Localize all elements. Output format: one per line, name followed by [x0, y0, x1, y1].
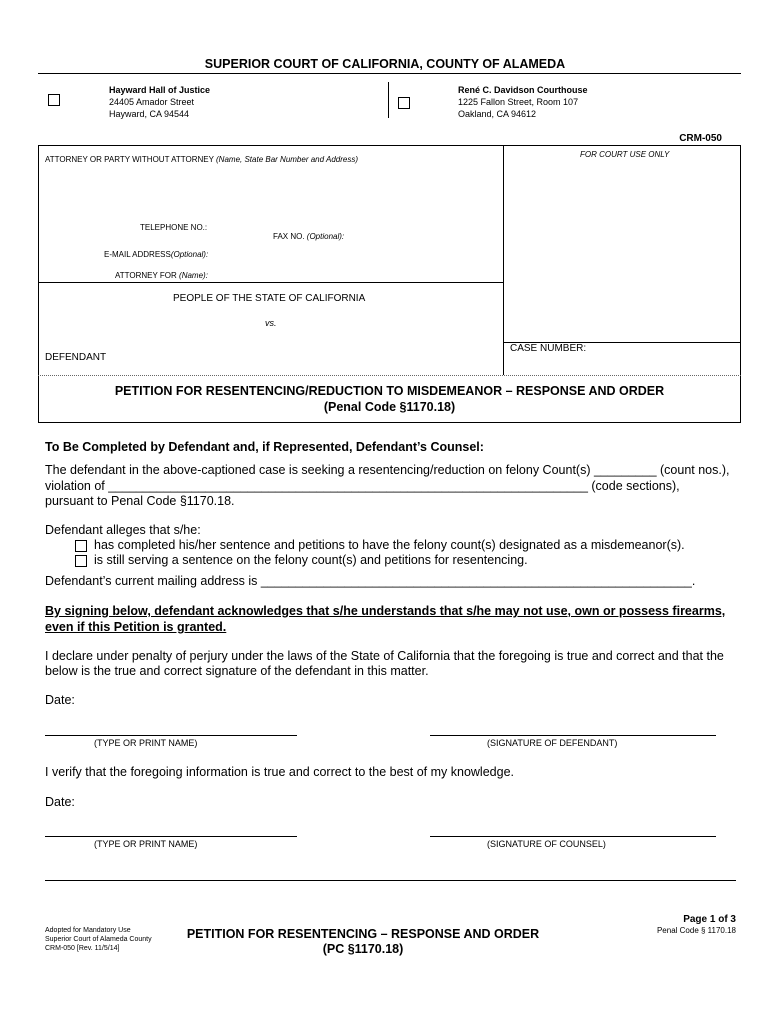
perjury-line2: below is the true and correct signature of the defendant in this matter.: [45, 664, 429, 678]
counsel-signature-line[interactable]: [430, 836, 716, 837]
attorney-hint: (Name, State Bar Number and Address): [216, 155, 358, 164]
court-title: SUPERIOR COURT OF CALIFORNIA, COUNTY OF ALAMEDA: [204, 57, 566, 71]
location2-address1: 1225 Fallon Street, Room 107: [458, 97, 579, 107]
fax-label: [273, 232, 344, 241]
footer-title-line2: (PC §1170.18): [322, 942, 404, 956]
footer-divider: [45, 880, 736, 881]
name-line-1[interactable]: [45, 735, 297, 736]
defendant-label: DEFENDANT: [45, 352, 107, 363]
para1-line2: violation of _____________________________________________________________________ (code sections),: [45, 479, 680, 493]
adopted-line1: Adopted for Mandatory Use: [45, 927, 131, 934]
telephone-label: TELEPHONE NO.:: [140, 223, 208, 232]
para1-line1: The defendant in the above-captioned case is seeking a resentencing/reduction on felony Count(s) _________ (count nos.),: [45, 463, 730, 477]
attorney-label-text: ATTORNEY OR PARTY WITHOUT ATTORNEY: [45, 155, 214, 164]
perjury-line1: I declare under penalty of perjury under the laws of the State of California that the foregoing is true and correct and that the: [45, 649, 724, 663]
alleges-label: Defendant alleges that s/he:: [45, 523, 201, 537]
penal-code-ref: Penal Code § 1170.18: [656, 926, 736, 935]
firearms-line1: By signing below, defendant acknowledges that s/he understands that s/he may not use, own or possess firearms,: [45, 604, 726, 618]
adopted-line3: CRM-050 [Rev. 11/5/14]: [45, 945, 120, 952]
completed-sentence-checkbox[interactable]: [75, 540, 87, 552]
email-label-text: E-MAIL ADDRESS: [104, 250, 171, 259]
location-divider: [388, 82, 389, 118]
title-divider: [38, 375, 741, 376]
vs-label: vs.: [265, 318, 277, 328]
case-number-label: CASE NUMBER:: [510, 343, 587, 354]
attorney-label: [45, 155, 358, 164]
attorney-for-label: [115, 271, 208, 280]
page-number: Page 1 of 3: [683, 914, 736, 925]
footer-title-line1: PETITION FOR RESENTENCING – RESPONSE AND ORDER: [186, 927, 540, 941]
location1-address1: 24405 Amador Street: [109, 97, 195, 107]
email-label: [104, 250, 208, 259]
court-use-label: FOR COURT USE ONLY: [580, 150, 670, 159]
location1-name: Hayward Hall of Justice: [109, 85, 211, 95]
oakland-checkbox[interactable]: [398, 97, 410, 109]
form-number: CRM-050: [679, 133, 722, 144]
title-line1: PETITION FOR RESENTENCING/REDUCTION TO MISDEMEANOR – RESPONSE AND ORDER: [114, 384, 665, 398]
adoption-info: [45, 926, 152, 953]
date-label-2: Date:: [45, 795, 75, 809]
section-heading: To Be Completed by Defendant and, if Represented, Defendant’s Counsel:: [45, 440, 484, 454]
caption-box: [38, 145, 741, 423]
fax-hint: (Optional):: [306, 232, 345, 241]
date-label-1: Date:: [45, 693, 75, 707]
para1-line3: pursuant to Penal Code §1170.18.: [45, 494, 235, 508]
verify-text: I verify that the foregoing information is true and correct to the best of my knowledge.: [45, 765, 514, 779]
location1-address2: Hayward, CA 94544: [109, 109, 190, 119]
court-use-divider: [503, 145, 504, 375]
firearms-line2: even if this Petition is granted.: [45, 620, 227, 634]
defendant-signature-label: (SIGNATURE OF DEFENDANT): [487, 738, 618, 748]
mailing-address: Defendant’s current mailing address is ______________________________________________________________.: [45, 574, 696, 588]
fax-label-text: FAX NO.: [273, 232, 305, 241]
type-name-label-2: (TYPE OR PRINT NAME): [94, 839, 198, 849]
email-hint: (Optional):: [170, 250, 209, 259]
counsel-signature-label: (SIGNATURE OF COUNSEL): [487, 839, 606, 849]
option2-label: is still serving a sentence on the felony count(s) and petitions for resentencing.: [94, 553, 528, 567]
option1-label: has completed his/her sentence and petitions to have the felony count(s) designated as a misdemeanor(s).: [94, 538, 685, 552]
serving-sentence-checkbox[interactable]: [75, 555, 87, 567]
type-name-label-1: (TYPE OR PRINT NAME): [94, 738, 198, 748]
location2-name: René C. Davidson Courthouse: [458, 85, 588, 95]
attorney-divider: [38, 282, 503, 283]
attorney-for-text: ATTORNEY FOR: [115, 271, 177, 280]
title-line2: (Penal Code §1170.18): [323, 400, 456, 414]
location2-address2: Oakland, CA 94612: [458, 109, 537, 119]
name-line-2[interactable]: [45, 836, 297, 837]
people-label: PEOPLE OF THE STATE OF CALIFORNIA: [173, 293, 366, 304]
adopted-line2: Superior Court of Alameda County: [45, 936, 152, 943]
attorney-for-hint: (Name):: [179, 271, 208, 280]
header-divider: [38, 73, 741, 74]
hayward-checkbox[interactable]: [48, 94, 60, 106]
defendant-signature-line[interactable]: [430, 735, 716, 736]
